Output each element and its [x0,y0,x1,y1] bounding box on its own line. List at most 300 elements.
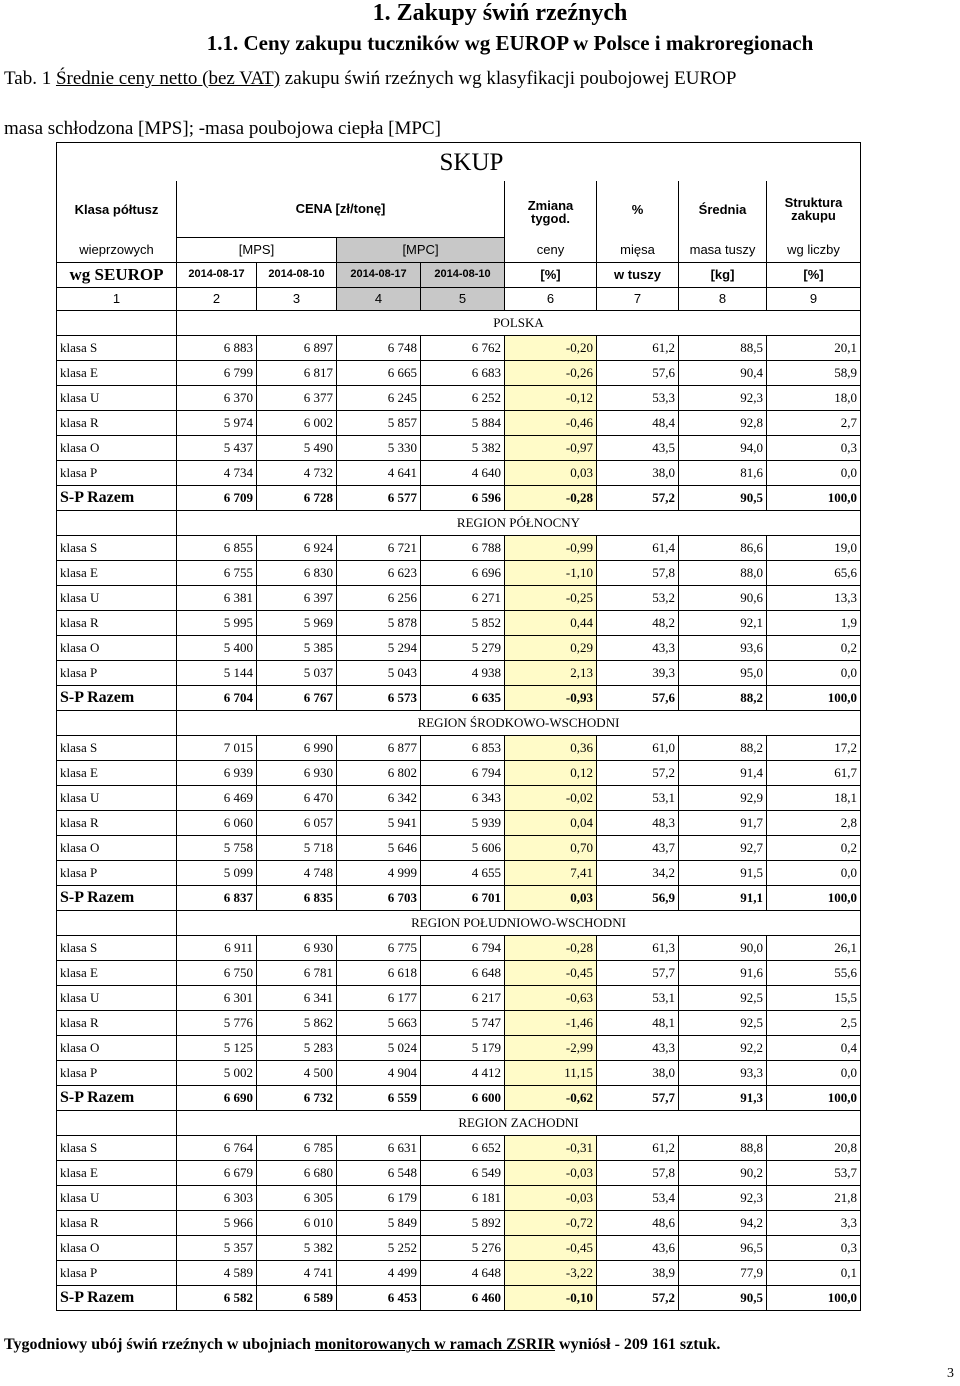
cell-value: 6 582 [177,1285,257,1310]
cell-value: 43,6 [597,1235,679,1260]
table-row [57,835,861,860]
row-label: klasa R [57,610,177,635]
cell-value: 39,3 [597,660,679,685]
cell-value: 6 343 [421,785,505,810]
cell-value: 61,4 [597,535,679,560]
cell-value: 0,2 [767,635,861,660]
cell-value: 4 748 [257,860,337,885]
cell-value: 6 853 [421,735,505,760]
cell-value: -0,28 [505,935,597,960]
cell-value: 61,2 [597,335,679,360]
cell-value: 5 279 [421,635,505,660]
cell-value: 18,1 [767,785,861,810]
row-label: klasa U [57,1185,177,1210]
table-row [57,960,861,985]
cell-value: 5 283 [257,1035,337,1060]
table-row [57,1010,861,1035]
cell-value: 5 974 [177,410,257,435]
col-num: 9 [767,287,861,310]
col-num: 5 [421,287,505,310]
row-label: klasa O [57,835,177,860]
cell-value: 86,6 [679,535,767,560]
cell-value: 6 271 [421,585,505,610]
row-label: S-P Razem [57,1285,177,1310]
cell-value: 92,2 [679,1035,767,1060]
header-unit-pct-2: [%] [767,262,861,287]
cell-value: 92,8 [679,410,767,435]
col-num: 4 [337,287,421,310]
row-label: klasa P [57,860,177,885]
region-name: REGION PÓŁNOCNY [177,510,861,535]
cell-value: 0,1 [767,1260,861,1285]
cell-value: 6 690 [177,1085,257,1110]
cell-value: -0,02 [505,785,597,810]
cell-value: 6 179 [337,1185,421,1210]
cell-value: 92,5 [679,985,767,1010]
cell-value: 6 377 [257,385,337,410]
cell-value: 6 764 [177,1135,257,1160]
cell-value: 57,6 [597,360,679,385]
cell-value: 53,4 [597,1185,679,1210]
cell-value: 6 709 [177,485,257,510]
cell-value: 4 734 [177,460,257,485]
skup-spacer [57,143,177,182]
header-cena: CENA [zł/tonę] [177,181,505,237]
col-num: 8 [679,287,767,310]
cell-value: 6 648 [421,960,505,985]
cell-value: 2,8 [767,810,861,835]
cell-value: 92,3 [679,1185,767,1210]
col-num: 2 [177,287,257,310]
cell-value: 6 939 [177,760,257,785]
cell-value: 5 276 [421,1235,505,1260]
row-label: klasa U [57,385,177,410]
table-row [57,1085,861,1110]
cell-value: 18,0 [767,385,861,410]
cell-value: 56,9 [597,885,679,910]
footer-note [4,1336,720,1354]
table-row [57,860,861,885]
row-label: klasa E [57,960,177,985]
cell-value: 81,6 [679,460,767,485]
cell-value: 6 665 [337,360,421,385]
cell-value: -2,99 [505,1035,597,1060]
region-header-row [57,1110,861,1135]
cell-value: 6 301 [177,985,257,1010]
cell-value: 5 357 [177,1235,257,1260]
cell-value: 5 294 [337,635,421,660]
cell-value: 1,9 [767,610,861,635]
header-mps: [MPS] [177,237,337,262]
cell-value: 100,0 [767,1285,861,1310]
cell-value: 53,1 [597,785,679,810]
table-row [57,685,861,710]
cell-value: 4 741 [257,1260,337,1285]
cell-value: 3,3 [767,1210,861,1235]
cell-value: 5 878 [337,610,421,635]
header-percent: % [597,181,679,237]
cell-value: -0,46 [505,410,597,435]
cell-value: -0,12 [505,385,597,410]
mass-note: masa schłodzona [MPS]; -masa poubojowa ciepła [MPC] [4,118,441,139]
cell-value: -0,10 [505,1285,597,1310]
cell-value: 48,3 [597,810,679,835]
cell-value: 48,6 [597,1210,679,1235]
row-label: klasa S [57,735,177,760]
cell-value: 100,0 [767,1085,861,1110]
cell-value: 100,0 [767,685,861,710]
cell-value: -0,31 [505,1135,597,1160]
cell-value: 38,9 [597,1260,679,1285]
row-label: S-P Razem [57,685,177,710]
cell-value: 57,2 [597,485,679,510]
header-klasa: Klasa półtusz [57,181,177,237]
cell-value: 6 837 [177,885,257,910]
header-masa-tuszy: masa tuszy [679,237,767,262]
cell-value: 91,4 [679,760,767,785]
table-row [57,985,861,1010]
cell-value: 53,1 [597,985,679,1010]
cell-value: -0,99 [505,535,597,560]
row-label: klasa E [57,760,177,785]
cell-value: 5 330 [337,435,421,460]
cell-value: 6 755 [177,560,257,585]
header-date-4: 2014-08-10 [421,262,505,287]
cell-value: 6 245 [337,385,421,410]
cell-value: 17,2 [767,735,861,760]
col-num: 3 [257,287,337,310]
cell-value: 6 623 [337,560,421,585]
cell-value: 6 548 [337,1160,421,1185]
cell-value: 5 400 [177,635,257,660]
table-row [57,1210,861,1235]
cell-value: -0,97 [505,435,597,460]
col-num: 7 [597,287,679,310]
cell-value: 57,2 [597,760,679,785]
cell-value: 6 799 [177,360,257,385]
cell-value: 53,7 [767,1160,861,1185]
cell-value: 5 382 [421,435,505,460]
cell-value: 6 897 [257,335,337,360]
cell-value: 61,0 [597,735,679,760]
table-row [57,885,861,910]
cell-value: -0,25 [505,585,597,610]
cell-value: 6 381 [177,585,257,610]
cell-value: 0,3 [767,435,861,460]
table-row [57,535,861,560]
cell-value: 4 999 [337,860,421,885]
cell-value: 5 144 [177,660,257,685]
cell-value: 91,7 [679,810,767,835]
footer-text-b: wyniósł - 209 161 sztuk. [555,1336,721,1353]
cell-value: 6 470 [257,785,337,810]
cell-value: 7,41 [505,860,597,885]
cell-value: 6 217 [421,985,505,1010]
page-number: 3 [947,1366,954,1381]
row-label: S-P Razem [57,885,177,910]
cell-value: 0,44 [505,610,597,635]
cell-value: 6 303 [177,1185,257,1210]
cell-value: 6 469 [177,785,257,810]
col-num: 6 [505,287,597,310]
cell-value: -0,20 [505,335,597,360]
cell-value: 6 877 [337,735,421,760]
cell-value: 88,2 [679,735,767,760]
cell-value: 21,8 [767,1185,861,1210]
col-num: 1 [57,287,177,310]
cell-value: -0,03 [505,1185,597,1210]
row-label: klasa S [57,1135,177,1160]
cell-value: 6 748 [337,335,421,360]
cell-value: 6 683 [421,360,505,385]
cell-value: 77,9 [679,1260,767,1285]
cell-value: -1,10 [505,560,597,585]
cell-value: -0,03 [505,1160,597,1185]
row-label: S-P Razem [57,1085,177,1110]
cell-value: 5 382 [257,1235,337,1260]
cell-value: 6 010 [257,1210,337,1235]
cell-value: 92,9 [679,785,767,810]
cell-value: -0,93 [505,685,597,710]
cell-value: 92,7 [679,835,767,860]
cell-value: 20,1 [767,335,861,360]
cell-value: 6 930 [257,935,337,960]
region-spacer [57,1110,177,1135]
row-label: klasa P [57,660,177,685]
row-label: klasa P [57,460,177,485]
cell-value: 53,2 [597,585,679,610]
cell-value: 5 663 [337,1010,421,1035]
cell-value: -0,45 [505,1235,597,1260]
cell-value: 61,3 [597,935,679,960]
cell-value: 6 370 [177,385,257,410]
cell-value: 7 015 [177,735,257,760]
cell-value: 5 941 [337,810,421,835]
region-header-row [57,510,861,535]
cell-value: 94,0 [679,435,767,460]
cell-value: 57,7 [597,960,679,985]
cell-value: 26,1 [767,935,861,960]
cell-value: 100,0 [767,885,861,910]
header-date-2: 2014-08-10 [257,262,337,287]
cell-value: 5 437 [177,435,257,460]
header-ceny: ceny [505,237,597,262]
cell-value: 0,70 [505,835,597,860]
caption-underlined: Średnie ceny netto (bez VAT) [55,68,281,89]
cell-value: 6 631 [337,1135,421,1160]
cell-value: 6 679 [177,1160,257,1185]
cell-value: 6 305 [257,1185,337,1210]
cell-value: 13,3 [767,585,861,610]
cell-value: 6 618 [337,960,421,985]
cell-value: 6 696 [421,560,505,585]
page-heading: 1. Zakupy świń rzeźnych [372,0,628,26]
cell-value: 5 776 [177,1010,257,1035]
cell-value: 6 589 [257,1285,337,1310]
region-spacer [57,310,177,335]
cell-value: 5 179 [421,1035,505,1060]
cell-value: 93,3 [679,1060,767,1085]
cell-value: 5 969 [257,610,337,635]
cell-value: 0,2 [767,835,861,860]
cell-value: 6 788 [421,535,505,560]
cell-value: 90,5 [679,485,767,510]
cell-value: 0,03 [505,460,597,485]
cell-value: 5 852 [421,610,505,635]
header-wieprzowych: wieprzowych [57,237,177,262]
cell-value: 0,03 [505,885,597,910]
cell-value: 96,5 [679,1235,767,1260]
cell-value: 0,36 [505,735,597,760]
cell-value: 4 589 [177,1260,257,1285]
cell-value: 48,1 [597,1010,679,1035]
cell-value: 58,9 [767,360,861,385]
header-struktura: Struktura zakupu [767,181,861,237]
table-row [57,1185,861,1210]
region-name: REGION ŚRODKOWO-WSCHODNI [177,710,861,735]
cell-value: 57,8 [597,1160,679,1185]
cell-value: 91,6 [679,960,767,985]
table-caption [4,66,736,92]
row-label: klasa S [57,335,177,360]
cell-value: 5 002 [177,1060,257,1085]
cell-value: 5 043 [337,660,421,685]
cell-value: 6 652 [421,1135,505,1160]
table-row [57,735,861,760]
cell-value: 5 099 [177,860,257,885]
cell-value: 4 732 [257,460,337,485]
table-row [57,660,861,685]
cell-value: 0,4 [767,1035,861,1060]
table-row [57,410,861,435]
cell-value: 5 646 [337,835,421,860]
cell-value: 2,13 [505,660,597,685]
region-spacer [57,910,177,935]
cell-value: 6 911 [177,935,257,960]
table-row [57,1285,861,1310]
cell-value: 43,5 [597,435,679,460]
cell-value: 2,5 [767,1010,861,1035]
cell-value: 0,0 [767,660,861,685]
cell-value: 6 835 [257,885,337,910]
cell-value: 0,04 [505,810,597,835]
cell-value: 5 037 [257,660,337,685]
row-label: klasa R [57,1210,177,1235]
table-row [57,1235,861,1260]
table-row [57,1060,861,1085]
cell-value: 91,5 [679,860,767,885]
cell-value: 90,6 [679,585,767,610]
page-subheading: 1.1. Ceny zakupu tuczników wg EUROP w Polsce i makroregionach [206,31,814,55]
row-label: klasa O [57,1235,177,1260]
cell-value: 6 549 [421,1160,505,1185]
cell-value: 5 024 [337,1035,421,1060]
cell-value: 100,0 [767,485,861,510]
cell-value: 5 718 [257,835,337,860]
cell-value: 6 930 [257,760,337,785]
cell-value: 88,8 [679,1135,767,1160]
cell-value: 6 728 [257,485,337,510]
cell-value: 6 990 [257,735,337,760]
cell-value: 15,5 [767,985,861,1010]
cell-value: 88,2 [679,685,767,710]
cell-value: 6 453 [337,1285,421,1310]
header-date-1: 2014-08-17 [177,262,257,287]
cell-value: 6 577 [337,485,421,510]
cell-value: 4 499 [337,1260,421,1285]
cell-value: 11,15 [505,1060,597,1085]
cell-value: 6 817 [257,360,337,385]
row-label: klasa U [57,585,177,610]
cell-value: 6 680 [257,1160,337,1185]
cell-value: 6 397 [257,585,337,610]
cell-value: 5 252 [337,1235,421,1260]
cell-value: -0,63 [505,985,597,1010]
header-zmiana: Zmiana tygod. [505,181,597,237]
cell-value: 6 855 [177,535,257,560]
cell-value: 65,6 [767,560,861,585]
cell-value: -0,72 [505,1210,597,1235]
cell-value: 90,4 [679,360,767,385]
cell-value: -0,26 [505,360,597,385]
cell-value: 38,0 [597,460,679,485]
header-miesa: mięsa [597,237,679,262]
table-row [57,1260,861,1285]
cell-value: 6 060 [177,810,257,835]
row-label: S-P Razem [57,485,177,510]
table-row [57,760,861,785]
table-row [57,810,861,835]
header-wg-liczby: wg liczby [767,237,861,262]
cell-value: 6 762 [421,335,505,360]
header-unit-kg: [kg] [679,262,767,287]
cell-value: 20,8 [767,1135,861,1160]
header-w-tuszy: w tuszy [597,262,679,287]
cell-value: 4 648 [421,1260,505,1285]
cell-value: 0,3 [767,1235,861,1260]
row-label: klasa O [57,1035,177,1060]
table-row [57,460,861,485]
cell-value: 4 655 [421,860,505,885]
cell-value: 57,2 [597,1285,679,1310]
cell-value: 6 703 [337,885,421,910]
table-row [57,635,861,660]
table-row [57,585,861,610]
cell-value: 6 785 [257,1135,337,1160]
caption-rest: zakupu świń rzeźnych wg klasyfikacji poubojowej EUROP [280,68,737,89]
cell-value: 5 125 [177,1035,257,1060]
cell-value: 4 412 [421,1060,505,1085]
header-srednia: Średnia [679,181,767,237]
table-row [57,560,861,585]
cell-value: 6 002 [257,410,337,435]
region-name: REGION ZACHODNI [177,1110,861,1135]
table-row [57,610,861,635]
cell-value: 93,6 [679,635,767,660]
region-spacer [57,710,177,735]
table-row [57,435,861,460]
cell-value: 6 342 [337,785,421,810]
cell-value: 6 924 [257,535,337,560]
cell-value: 48,4 [597,410,679,435]
cell-value: 57,6 [597,685,679,710]
cell-value: 6 341 [257,985,337,1010]
cell-value: -1,46 [505,1010,597,1035]
row-label: klasa E [57,560,177,585]
cell-value: 6 794 [421,760,505,785]
cell-value: 6 767 [257,685,337,710]
footer-text-a: Tygodniowy ubój świń rzeźnych w ubojniach [4,1336,315,1353]
